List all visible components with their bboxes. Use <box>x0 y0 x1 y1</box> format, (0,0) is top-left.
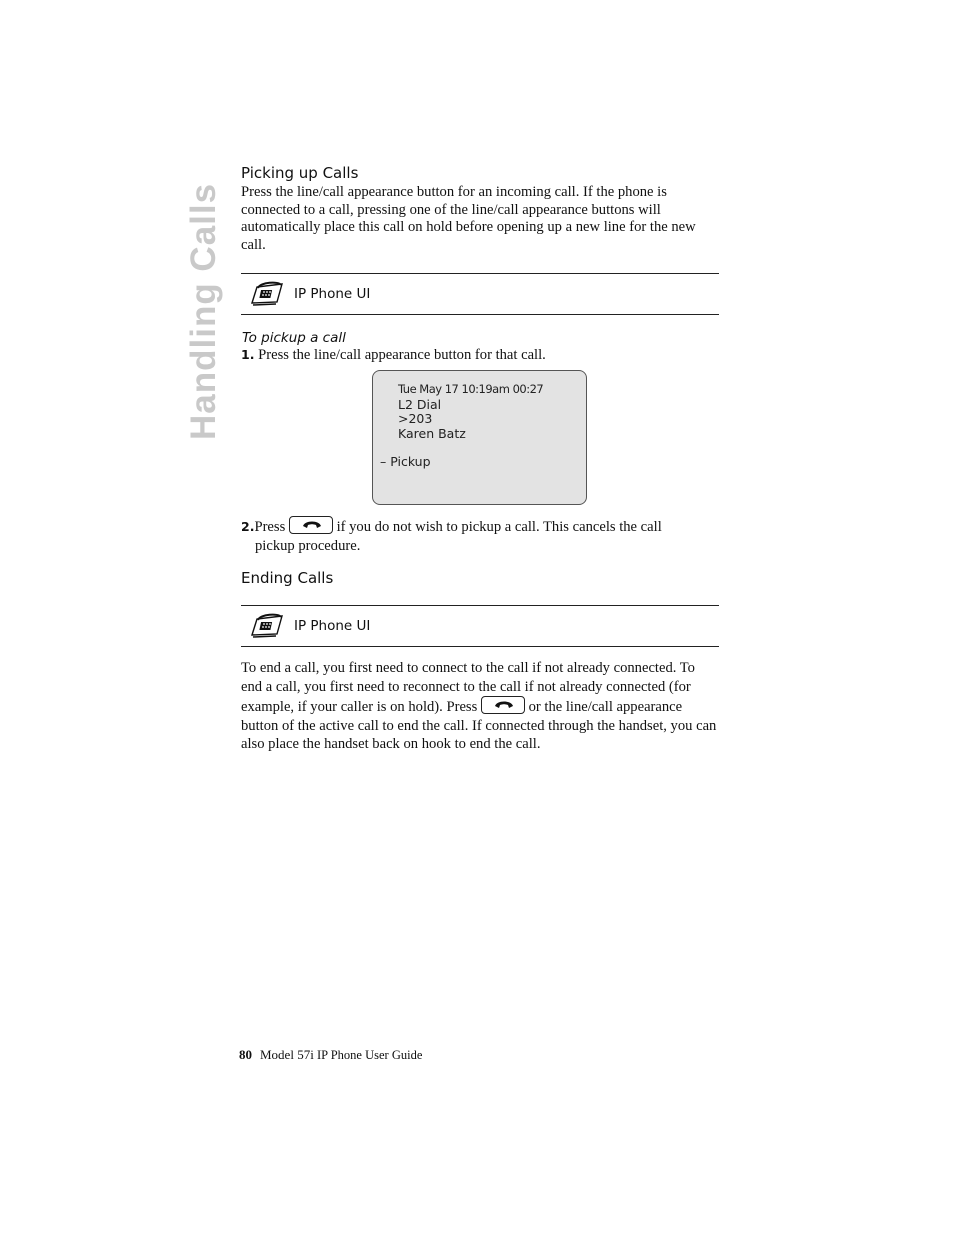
ip-phone-ui-label: IP Phone UI <box>294 286 371 302</box>
goodbye-key[interactable] <box>289 516 333 534</box>
screen-line-status: L2 Dial <box>398 397 442 412</box>
ip-phone-ui-band <box>241 605 719 647</box>
procedure-title: To pickup a call <box>242 330 346 346</box>
step-text-continued: pickup procedure. <box>255 538 361 554</box>
step-number: 1. <box>241 347 255 362</box>
phone-display-screen <box>372 370 587 505</box>
ending-body-text: To end a call, you first need to connect to the call if not already connected. To end a call, you first need to reconnect to the call if not already connected (for example, if your caller is on hold). Press <box>241 660 695 715</box>
section-heading-ending-calls: Ending Calls <box>241 569 334 587</box>
section-heading-picking-up: Picking up Calls <box>241 164 359 182</box>
step-text: Press the line/call appearance button for that call. <box>258 347 546 363</box>
ip-phone-ui-label: IP Phone UI <box>294 618 371 634</box>
screen-dialed-number: >203 <box>398 411 433 426</box>
step-number: 2. <box>241 519 255 534</box>
handset-hangup-icon <box>302 519 322 531</box>
ip-phone-ui-band <box>241 273 719 315</box>
procedure-step-2 <box>241 516 719 556</box>
footer-model: Model 57i <box>260 1047 314 1062</box>
page-footer <box>239 1047 422 1063</box>
step-press-text: Press <box>254 519 286 535</box>
desk-phone-icon <box>249 281 285 307</box>
softkey-pickup[interactable]: – Pickup <box>380 454 431 469</box>
footer-guide-title: IP Phone User Guide <box>313 1048 423 1062</box>
page-number: 80 <box>239 1047 252 1062</box>
section-body-picking-up: Press the line/call appearance button for an incoming call. If the phone is connected to a call, pressing one of the line/call appearance buttons will automatically place this call on hold before opening up a new line for the new call. <box>241 184 696 253</box>
section-body-ending-calls <box>241 659 719 754</box>
chapter-side-title: Handling Calls <box>184 182 223 440</box>
ending-body-text-continued: or the line/call appearance button of the active call to end the call. If connected through the handset, you can also place the handset back on hook to end the call. <box>241 699 717 752</box>
desk-phone-icon <box>249 613 285 639</box>
step-text: if you do not wish to pickup a call. This cancels the call <box>332 519 662 535</box>
screen-datetime-line: Tue May 17 10:19am 00:27 <box>398 382 544 396</box>
screen-caller-name: Karen Batz <box>398 426 466 441</box>
goodbye-key[interactable] <box>481 696 525 714</box>
procedure-step-1 <box>241 347 546 364</box>
handset-hangup-icon <box>494 699 514 711</box>
